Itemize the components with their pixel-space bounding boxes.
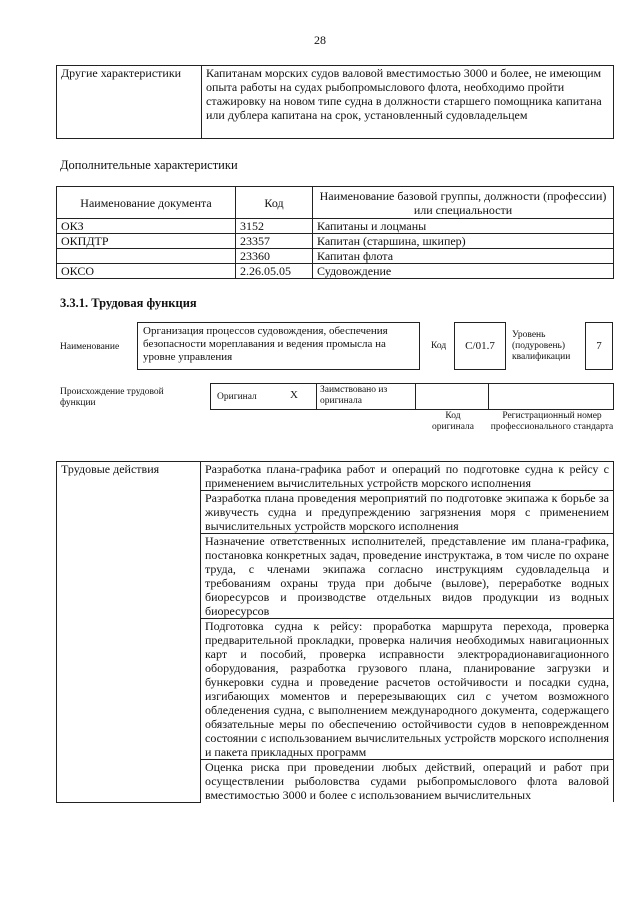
function-name-value: Организация процессов судовождения, обеспечения безопасности мореплавания и ведения промысла на уровне управления <box>137 322 420 370</box>
table-row <box>57 219 614 234</box>
doc-cell: ОКЗ <box>57 219 236 234</box>
doc-col-header: Наименование документа <box>57 187 236 219</box>
name-col-header: Наименование базовой группы, должности (профессии) или специальности <box>313 187 614 219</box>
labor-actions-table <box>56 461 614 803</box>
other-characteristics-text: Капитанам морских судов валовой вместимостью 3000 и более, не имеющим опыта работы на судах рыбопромыслового флота, необходимо пройти стажировку на новом типе судна в должности старшего помощника капитана или дублера капитана на срок, установленный судовладельцем <box>202 66 614 139</box>
origin-borrowed: Заимствовано из оригинала <box>320 385 388 406</box>
table-row <box>57 462 614 491</box>
origin-box <box>210 383 614 410</box>
code-cell: 23360 <box>236 249 313 264</box>
table-row <box>57 264 614 279</box>
other-characteristics-label: Другие характеристики <box>57 66 202 139</box>
name-cell: Капитаны и лоцманы <box>313 219 614 234</box>
origin-original: Оригинал <box>217 392 257 402</box>
code-cell: 2.26.05.05 <box>236 264 313 279</box>
doc-cell <box>57 249 236 264</box>
document-codes-table <box>56 186 614 279</box>
labor-actions-label: Трудовые действия <box>57 462 201 803</box>
page-number: 28 <box>314 33 326 47</box>
code-col-header: Код <box>236 187 313 219</box>
code-cell: 3152 <box>236 219 313 234</box>
name-cell: Судовождение <box>313 264 614 279</box>
section-title: 3.3.1. Трудовая функция <box>60 296 197 310</box>
code-cell: 23357 <box>236 234 313 249</box>
origin-label: Происхождение трудовой функции <box>60 387 164 408</box>
labor-action-item: Разработка плана-графика работ и операций по подготовке судна к рейсу с применением вычислительных устройств морского исполнения <box>201 462 614 491</box>
name-cell: Капитан (старшина, шкипер) <box>313 234 614 249</box>
table-row <box>57 234 614 249</box>
labor-action-item: Разработка плана проведения мероприятий по подготовке экипажа к борьбе за живучесть судна и предупреждению загрязнения моря с применением вычислительных устройств морского исполнения <box>201 491 614 534</box>
labor-action-item: Назначение ответственных исполнителей, представление им плана-графика, постановка конкретных задач, проведение инструктажа, в том числе по охране труда, с членами экипажа согласно инструкциям судовладельца и требованиям охраны труда при добыче (вылове), переработке водных биоресурсов и производстве отдельных видов продукции из водных биоресурсов <box>201 534 614 619</box>
registration-number-caption: Регистрационный номер профессионального стандарта <box>490 411 614 432</box>
qualification-level-label: Уровень (подуровень) квалификации <box>512 330 571 362</box>
additional-characteristics-title: Дополнительные характеристики <box>60 158 238 172</box>
doc-cell: ОКСО <box>57 264 236 279</box>
table-row <box>57 249 614 264</box>
other-characteristics-table <box>56 65 614 139</box>
function-code-label: Код <box>431 341 447 351</box>
doc-cell: ОКПДТР <box>57 234 236 249</box>
qualification-level-value: 7 <box>585 322 613 370</box>
origin-mark: X <box>290 389 298 401</box>
function-name-label: Наименование <box>60 342 120 352</box>
function-code-value: C/01.7 <box>454 322 506 370</box>
name-cell: Капитан флота <box>313 249 614 264</box>
labor-action-item: Оценка риска при проведении любых действий, операций и работ при осуществлении рыболовства судами рыбопромыслового флота валовой вместимостью 3000 и более с использованием вычислительных <box>201 760 614 803</box>
labor-action-item: Подготовка судна к рейсу: проработка маршрута перехода, проверка предварительной прокладки, проверка наличия необходимых навигационных карт и пособий, проверка исправности электрорадионавигационного оборудования, разработка грузового плана, планирование загрузки и бункеровки судна и проведение расчетов остойчивости и посадки судна, изгибающих моментов и перерезывающих сил с учетом возможного обледенения судна, с выполнением международного документа, содержащего обязательные меры по обеспечению остойчивости судов в неповрежденном состоянии с использованием вычислительных устройств морского исполнения и пакета прикладных программ <box>201 619 614 760</box>
original-code-caption: Код оригинала <box>432 411 474 432</box>
